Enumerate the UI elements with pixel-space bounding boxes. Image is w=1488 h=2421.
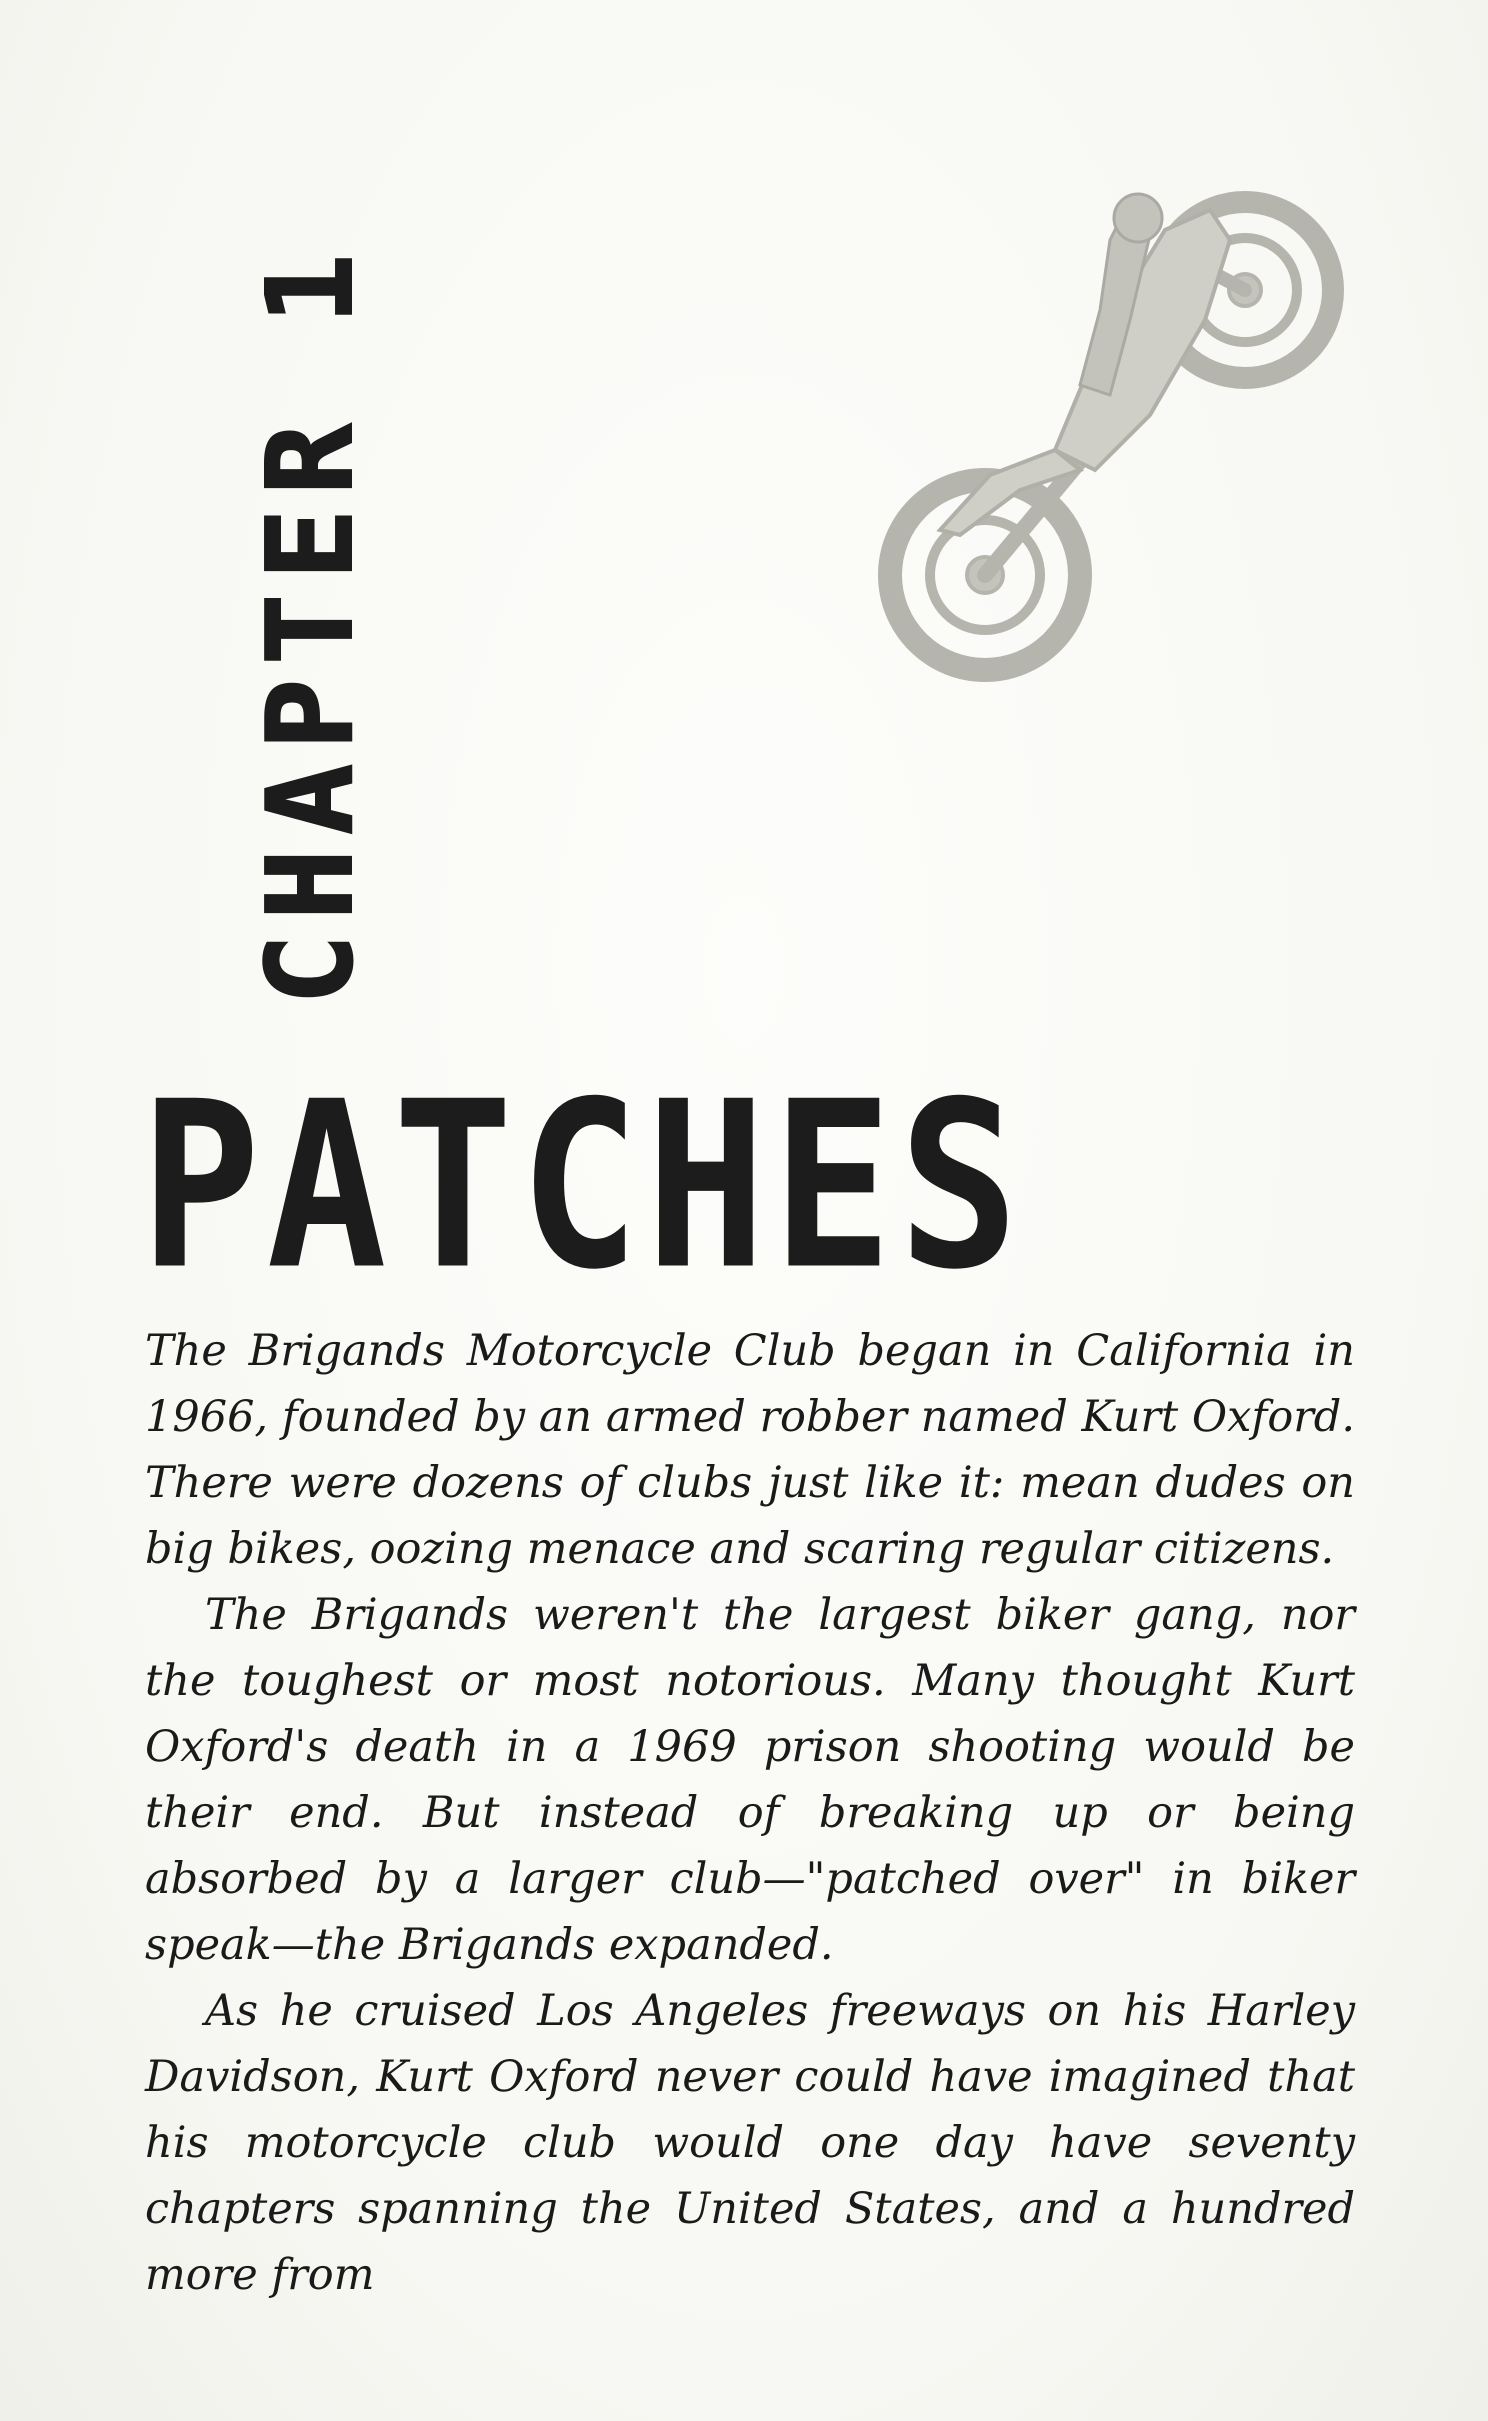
motorcycle-wheelie-icon [810, 170, 1370, 730]
paragraph-2: The Brigands weren't the largest biker gang, nor the toughest or most notorious. Many thought Kurt Oxford's death in a 1969 prison shooting would be their end. But instead of breaking up or being absorbed by a larger club—"patched over" in biker speak—the Brigands expanded. [145, 1590, 1355, 1970]
paragraph-1: The Brigands Motorcycle Club began in California in 1966, founded by an armed robber named Kurt Oxford. There were dozens of clubs just like it: mean dudes on big bikes, oozing menace and scaring regular citizens. [145, 1326, 1355, 1574]
chapter-title: PATCHES [140, 1052, 1025, 1321]
chapter-label: CHAPTER 1 [241, 239, 379, 1005]
chapter-body [145, 1318, 1355, 2308]
paragraph-3: As he cruised Los Angeles freeways on his Harley Davidson, Kurt Oxford never could have imagined that his motorcycle club would one day have seventy chapters spanning the United States, and a hundred more from [145, 1986, 1355, 2300]
